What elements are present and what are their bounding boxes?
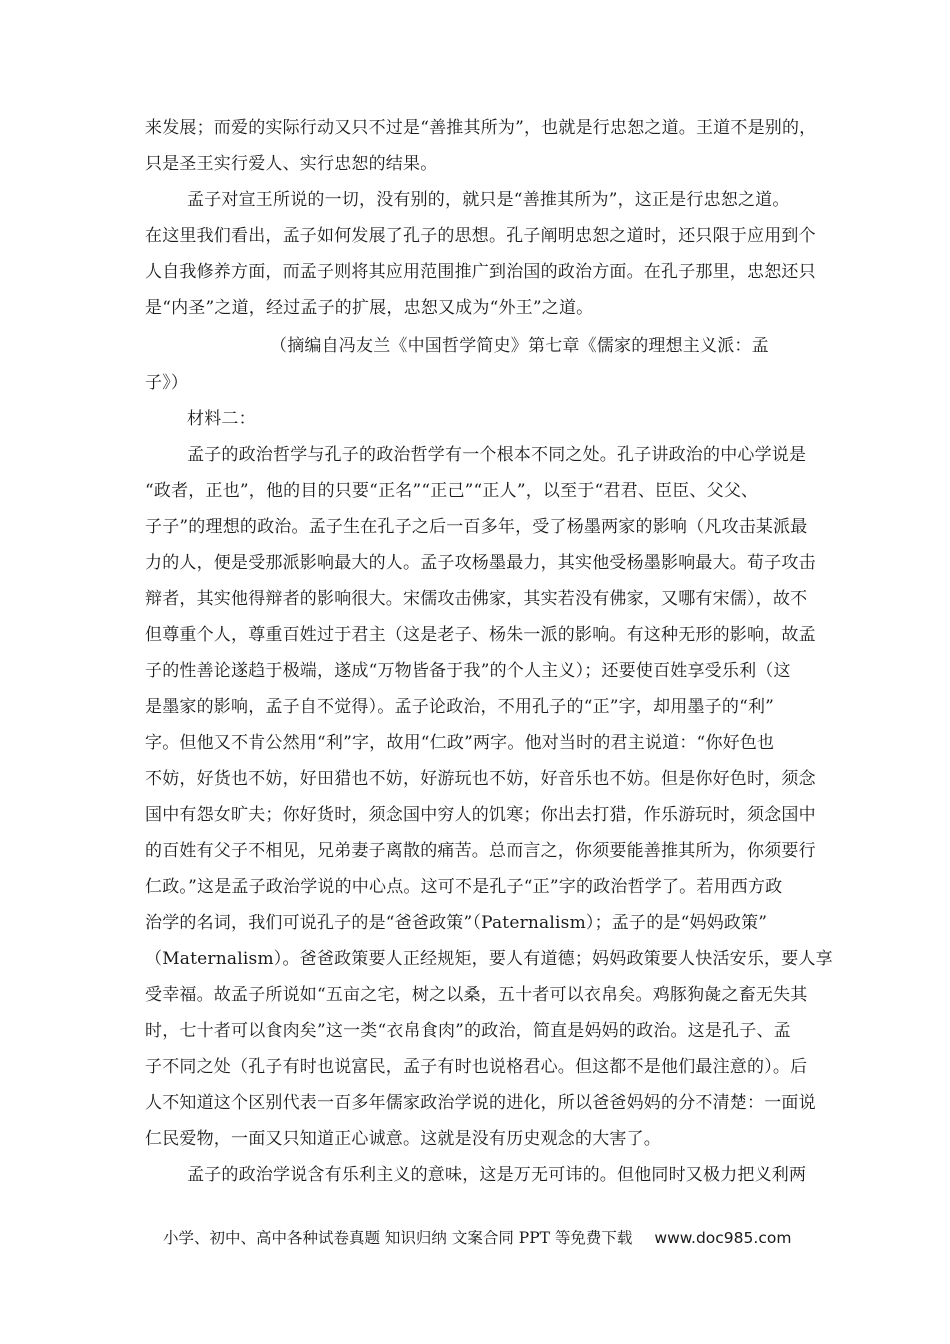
text-line: “政者，正也”，他的目的只要“正名”“正己”“正人”，以至于“君君、臣臣、父父、	[145, 481, 759, 501]
text-line: 仁民爱物，一面又只知道正心诚意。这就是没有历史观念的大害了。	[145, 1129, 661, 1149]
citation-line: 子》）	[145, 373, 189, 393]
text-line: 治学的名词，我们可说孔子的是“爸爸政策”（Paternalism）；孟子的是“妈妈政策”	[145, 913, 768, 933]
text-line: 孟子的政治哲学与孔子的政治哲学有一个根本不同之处。孔子讲政治的中心学说是	[187, 445, 807, 465]
footer-url[interactable]: www.doc985.com	[654, 1229, 792, 1247]
text-line: 时，七十者可以食肉矣”这一类“衣帛食肉”的政治，简直是妈妈的政治。这是孔子、孟	[145, 1021, 791, 1041]
text-line: 孟子的政治学说含有乐利主义的意味，这是万无可讳的。但他同时又极力把义利两	[187, 1165, 807, 1185]
text-line: 力的人，便是受那派影响最大的人。孟子攻杨墨最力，其实他受杨墨影响最大。荀子攻击	[145, 553, 816, 573]
text-line: 子子”的理想的政治。孟子生在孔子之后一百多年，受了杨墨两家的影响（凡攻击某派最	[145, 517, 808, 537]
text-line: 来发展；而爱的实际行动又只不过是“善推其所为”，也就是行忠恕之道。王道不是别的，	[145, 118, 817, 138]
text-line: 在这里我们看出，孟子如何发展了孔子的思想。孔子阐明忠恕之道时，还只限于应用到个	[145, 226, 816, 246]
text-line: 辩者，其实他得辩者的影响很大。宋儒攻击佛家，其实若没有佛家，又哪有宋儒），故不	[145, 589, 808, 609]
text-line: 受幸福。故孟子所说如“五亩之宅，树之以桑，五十者可以衣帛矣。鸡豚狗彘之畜无失其	[145, 985, 808, 1005]
text-line: 仁政。”这是孟子政治学说的中心点。这可不是孔子“正”字的政治哲学了。若用西方政	[145, 877, 783, 897]
text-line: 人自我修养方面，而孟子则将其应用范围推广到治国的政治方面。在孔子那里，忠恕还只	[145, 262, 816, 282]
text-line: 是“内圣”之道，经过孟子的扩展，忠恕又成为“外王”之道。	[145, 298, 594, 318]
text-line: 字。但他又不肯公然用“利”字，故用“仁政”两字。他对当时的君主说道：“你好色也	[145, 733, 775, 753]
footer-text: 小学、初中、高中各种试卷真题 知识归纳 文案合同 PPT 等免费下载	[163, 1229, 633, 1247]
citation-line: （摘编自冯友兰《中国哲学简史》第七章《儒家的理想主义派：孟	[270, 336, 769, 356]
text-line: 是墨家的影响，孟子自不觉得）。孟子论政治，不用孔子的“正”字，却用墨子的“利”	[145, 697, 775, 717]
text-line: 国中有怨女旷夫；你好货时，须念国中穷人的饥寒；你出去打猎，作乐游玩时，须念国中	[145, 805, 816, 825]
text-line: 子不同之处（孔子有时也说富民，孟子有时也说格君心。但这都不是他们最注意的）。后	[145, 1057, 808, 1077]
text-line: 人不知道这个区别代表一百多年儒家政治学说的进化，所以爸爸妈妈的分不清楚：一面说	[145, 1093, 816, 1113]
text-line: 只是圣王实行爱人、实行忠恕的结果。	[145, 154, 438, 174]
text-line: （Maternalism）。爸爸政策要人正经规矩，要人有道德；妈妈政策要人快活安乐，要人享	[145, 949, 833, 969]
page-footer	[163, 1227, 791, 1249]
text-line: 不妨，好货也不妨，好田猎也不妨，好游玩也不妨，好音乐也不妨。但是你好色时，须念	[145, 769, 816, 789]
text-line: 但尊重个人，尊重百姓过于君主（这是老子、杨朱一派的影响。有这种无形的影响，故孟	[145, 625, 816, 645]
text-line: 子的性善论遂趋于极端，遂成“万物皆备于我”的个人主义）；还要使百姓享受乐利（这	[145, 661, 791, 681]
text-line: 的百姓有父子不相见，兄弟妻子离散的痛苦。总而言之，你须要能善推其所为，你须要行	[145, 841, 816, 861]
text-line: 孟子对宣王所说的一切，没有别的，就只是“善推其所为”，这正是行忠恕之道。	[187, 190, 790, 210]
section-heading: 材料二：	[187, 409, 256, 429]
